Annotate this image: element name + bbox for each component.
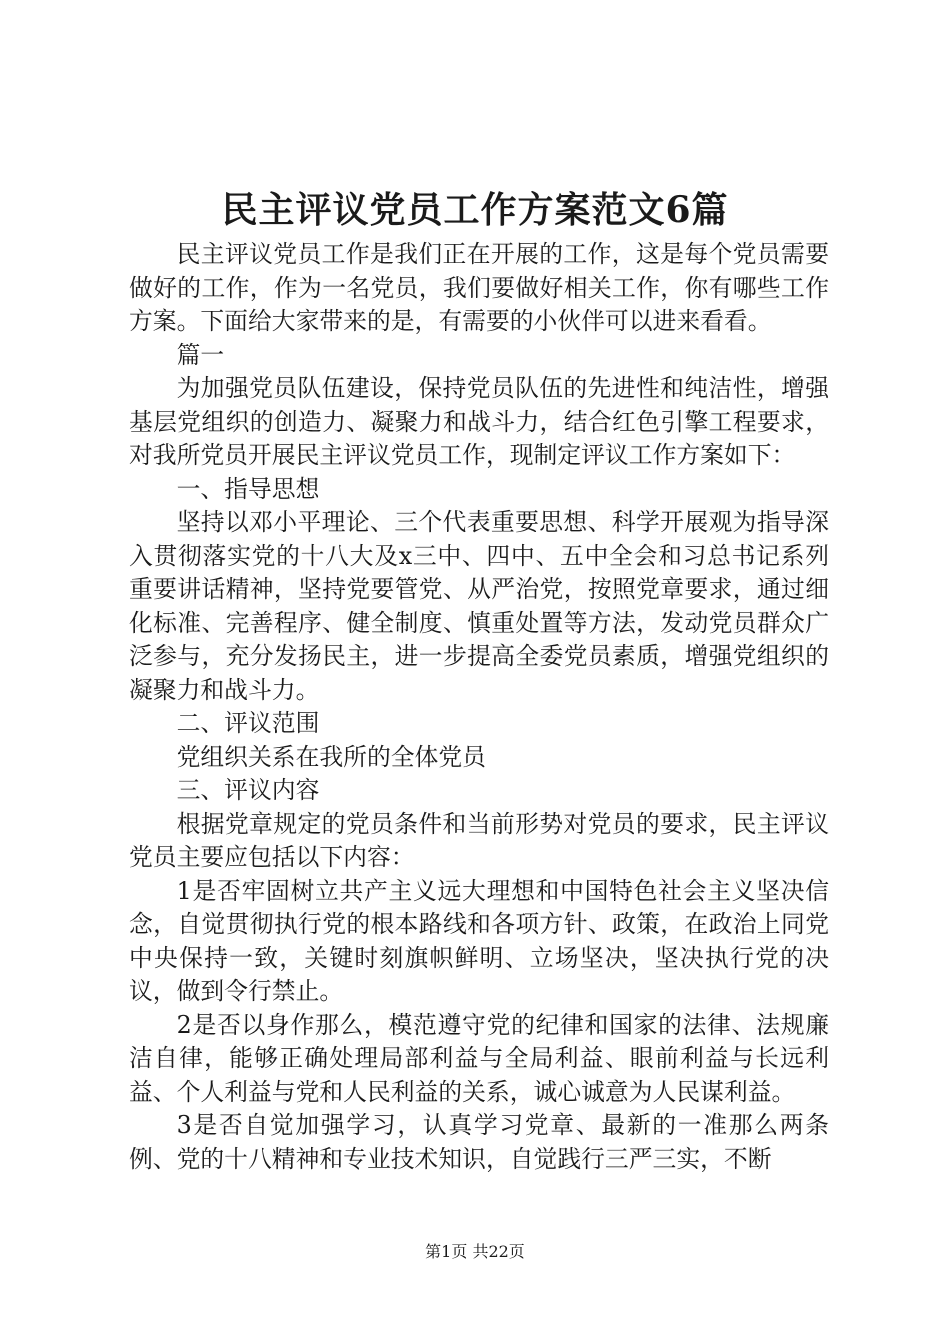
paragraph-intro: 民主评议党员工作是我们正在开展的工作，这是每个党员需要做好的工作，作为一名党员，我们要做好相关工作，你有哪些工作方案。下面给大家带来的是，有需要的小伙伴可以进来看看。 [129,240,829,335]
section-heading-guiding-ideology: 一、指导思想 [176,474,320,503]
paragraph-content-intro: 根据党章规定的党员条件和当前形势对党员的要求，民主评议党员主要应包括以下内容： [129,809,829,871]
section-heading-part-one: 篇一 [176,340,225,369]
paragraph-guiding-ideology: 坚持以邓小平理论、三个代表重要思想、科学开展观为指导深入贯彻落实党的十八大及x三中、四中、五中全会和习总书记系列重要讲话精神，坚持党要管党、从严治党，按照党章要求，通过细化标准、完善程序、健全制度、慎重处置等方法，发动党员群众广泛参与，充分发扬民主，进一步提高全委党员素质，增强党组织的凝聚力和战斗力。 [129,508,829,704]
document-title: 民主评议党员工作方案范文6篇 [221,189,729,231]
paragraph-item-3: 3是否自觉加强学习，认真学习党章、最新的一准那么两条例、党的十八精神和专业技术知识，自觉践行三严三实，不断 [129,1111,829,1173]
section-heading-content: 三、评议内容 [176,776,320,804]
page-number-footer: 第1页 共22页 [425,1242,525,1261]
paragraph-item-1: 1是否牢固树立共产主义远大理想和中国特色社会主义坚决信念，自觉贯彻执行党的根本路线和各项方针、政策，在政治上同党中央保持一致，关键时刻旗帜鲜明、立场坚决，坚决执行党的决议，做到令行禁止。 [129,876,829,1005]
section-heading-scope: 二、评议范围 [176,709,320,737]
document-body [129,238,829,1176]
paragraph-purpose: 为加强党员队伍建设，保持党员队伍的先进性和纯洁性，增强基层党组织的创造力、凝聚力和战斗力，结合红色引擎工程要求，对我所党员开展民主评议党员工作，现制定评议工作方案如下： [129,374,829,469]
paragraph-scope: 党组织关系在我所的全体党员 [176,742,486,771]
paragraph-item-2: 2是否以身作那么，模范遵守党的纪律和国家的法律、法规廉洁自律，能够正确处理局部利益与全局利益、眼前利益与长远利益、个人利益与党和人民利益的关系，诚心诚意为人民谋利益。 [129,1010,829,1106]
